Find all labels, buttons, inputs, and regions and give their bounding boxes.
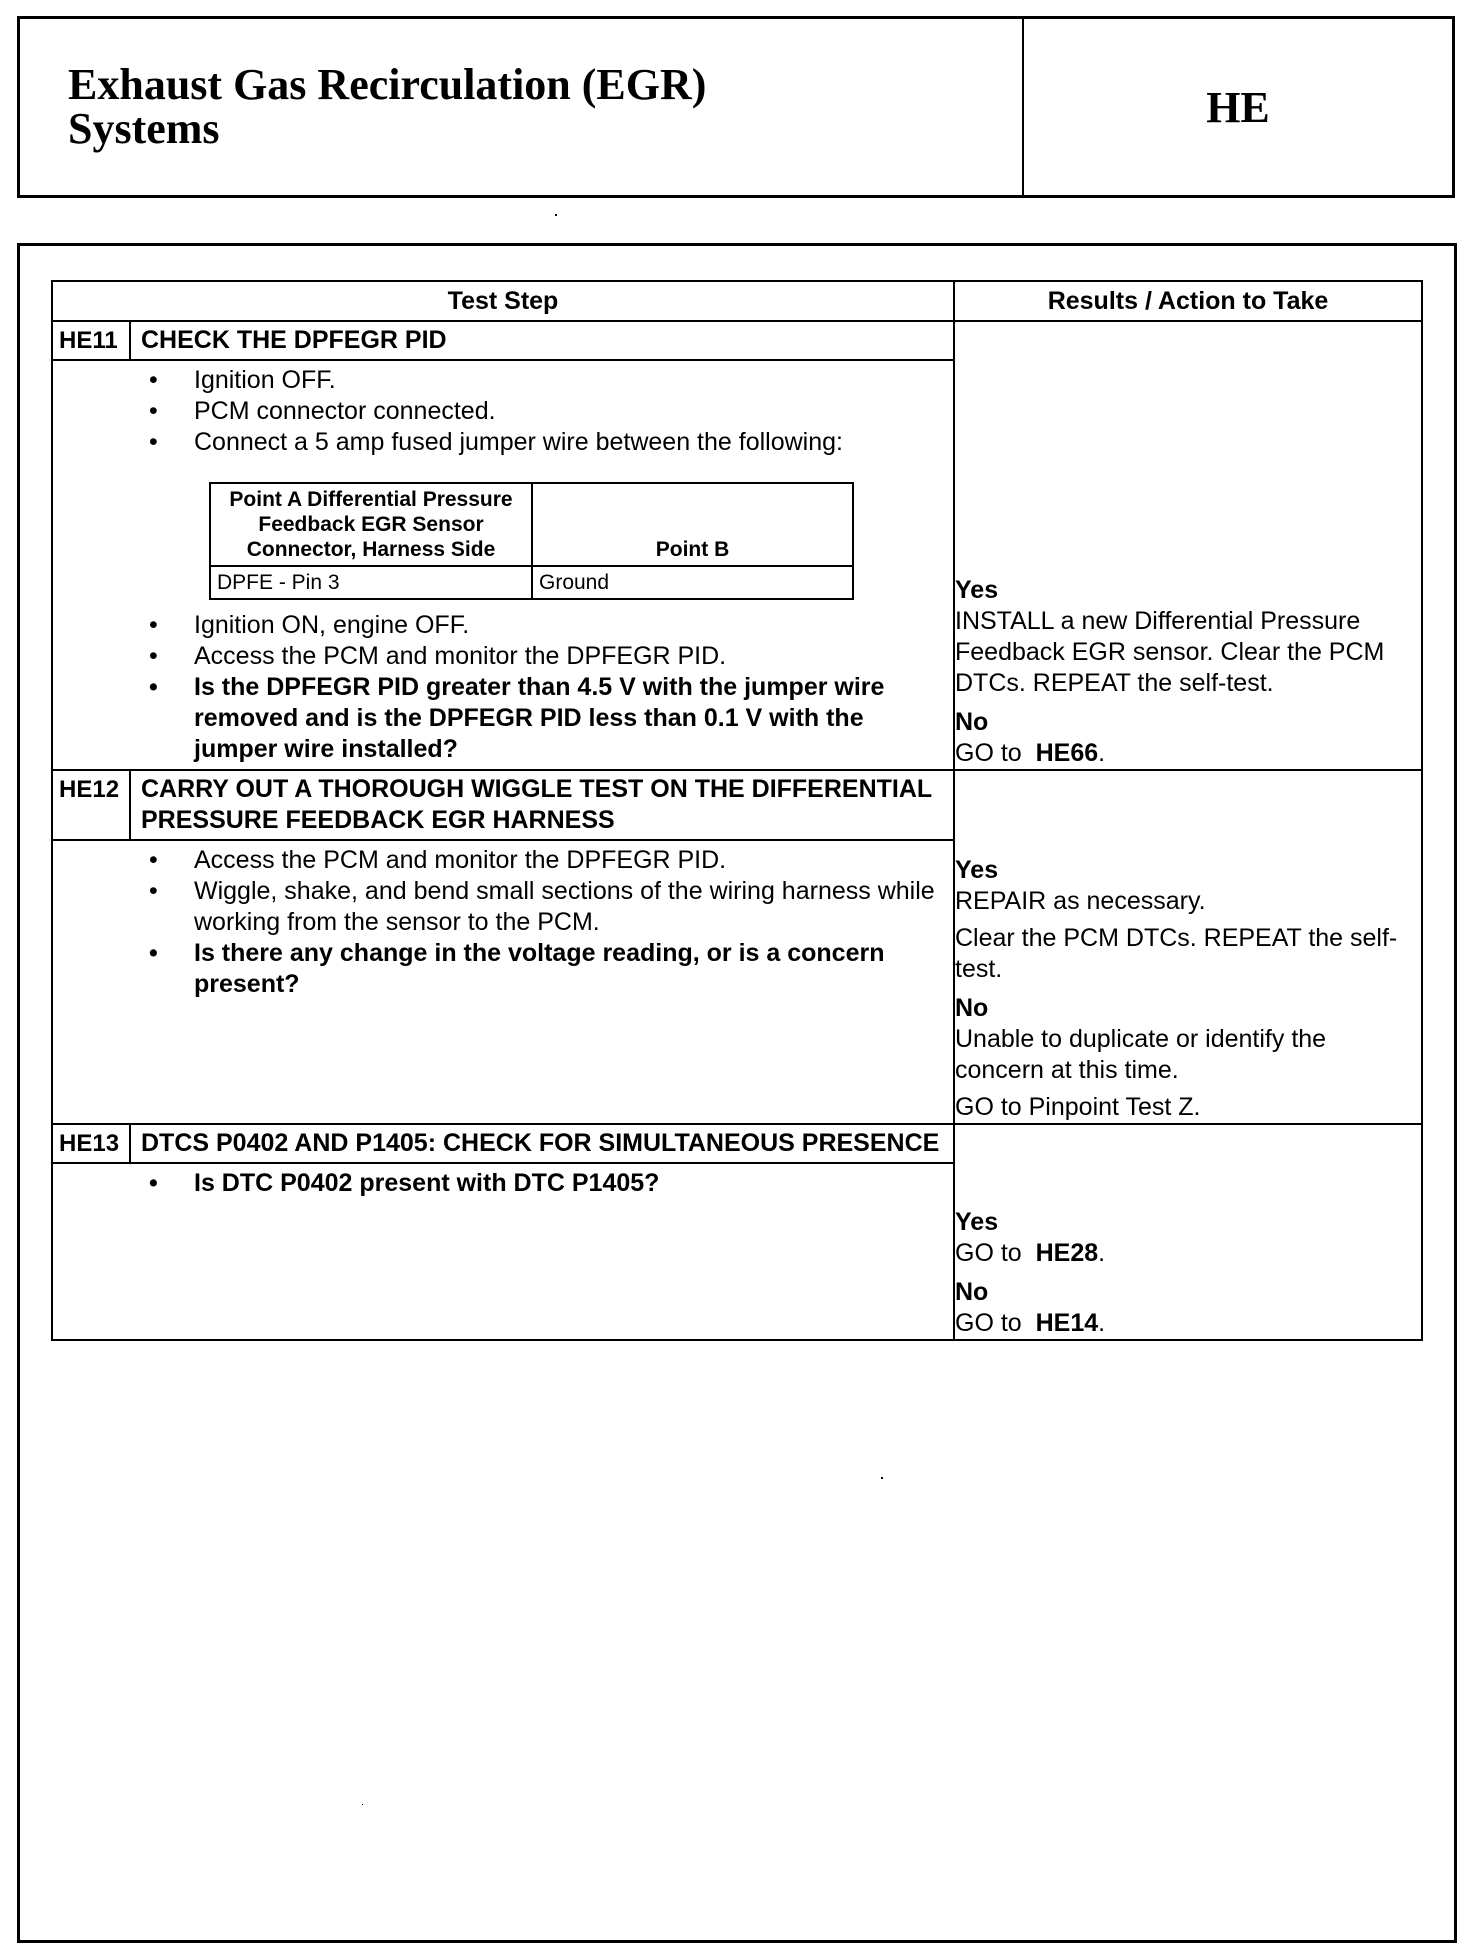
page-title-line-1: Exhaust Gas Recirculation (EGR) bbox=[68, 60, 707, 109]
jumper-point-b-value: Ground bbox=[532, 566, 853, 599]
result-no-action bbox=[955, 1308, 1421, 1339]
step-bullet: • Ignition OFF. bbox=[149, 365, 943, 396]
result-no-label: No bbox=[955, 708, 989, 736]
step-bullet: • Ignition ON, engine OFF. bbox=[149, 610, 943, 641]
result-yes-text: INSTALL a new Differential Pressure Feedback EGR sensor. Clear the PCM DTCs. REPEAT the self-test. bbox=[955, 607, 1385, 697]
result-yes-text: Clear the PCM DTCs. REPEAT the self-test. bbox=[955, 924, 1398, 983]
table-row bbox=[52, 770, 1422, 1124]
result-yes-label: Yes bbox=[955, 576, 999, 604]
step-bullet-list bbox=[149, 1168, 943, 1199]
column-header-test-step: Test Step bbox=[52, 281, 954, 321]
result-no-label: No bbox=[955, 994, 989, 1022]
step-id: HE13 bbox=[53, 1125, 131, 1162]
scan-speck bbox=[555, 214, 557, 216]
result-no-label: No bbox=[955, 1278, 989, 1306]
step-title: CARRY OUT A THOROUGH WIGGLE TEST ON THE DIFFERENTIAL PRESSURE FEEDBACK EGR HARNESS bbox=[141, 775, 932, 834]
test-step-cell-he12 bbox=[52, 770, 954, 1124]
table-row bbox=[52, 1124, 1422, 1340]
jumper-table-row bbox=[210, 566, 853, 599]
result-yes-label: Yes bbox=[955, 856, 999, 884]
step-question: • Is the DPFEGR PID greater than 4.5 V with the jumper wire removed and is the DPFEGR PID less than 0.1 V with the jumper wire installed? bbox=[149, 672, 943, 765]
step-id: HE11 bbox=[53, 322, 131, 359]
step-question: • Is there any change in the voltage reading, or is a concern present? bbox=[149, 938, 943, 1000]
result-yes bbox=[955, 575, 1421, 699]
step-question: • Is DTC P0402 present with DTC P1405? bbox=[149, 1168, 943, 1199]
result-yes bbox=[955, 855, 1421, 985]
jumper-connection-table bbox=[209, 482, 854, 600]
result-no bbox=[955, 1277, 1421, 1339]
step-body bbox=[53, 1164, 953, 1203]
result-yes bbox=[955, 1207, 1421, 1269]
result-no-text: Unable to duplicate or identify the concern at this time. bbox=[955, 1025, 1327, 1084]
result-yes-text: REPAIR as necessary. bbox=[955, 887, 1206, 915]
goto-suffix: . bbox=[1098, 1309, 1106, 1337]
goto-step-link[interactable]: HE14 bbox=[1035, 1309, 1099, 1337]
page-header bbox=[17, 16, 1455, 198]
step-heading bbox=[53, 771, 953, 841]
table-row bbox=[52, 321, 1422, 770]
step-heading bbox=[53, 1125, 953, 1164]
scan-speck bbox=[881, 1477, 883, 1479]
result-no-action bbox=[955, 738, 1421, 769]
goto-prefix: GO to bbox=[955, 1239, 1022, 1267]
goto-prefix: GO to bbox=[955, 1309, 1022, 1337]
result-no-action[interactable]: GO to Pinpoint Test Z. bbox=[955, 1093, 1201, 1121]
step-title: CHECK THE DPFEGR PID bbox=[141, 326, 447, 354]
step-bullet: • PCM connector connected. bbox=[149, 396, 943, 427]
jumper-table-header-row bbox=[210, 483, 853, 566]
table-header-row bbox=[52, 281, 1422, 321]
page-title bbox=[68, 60, 707, 153]
result-cell-he11 bbox=[954, 321, 1422, 770]
scan-speck bbox=[362, 1804, 363, 1805]
jumper-point-a-value: DPFE - Pin 3 bbox=[210, 566, 532, 599]
column-header-results: Results / Action to Take bbox=[954, 281, 1422, 321]
section-code: HE bbox=[1206, 82, 1270, 132]
step-id: HE12 bbox=[53, 771, 131, 839]
test-step-cell-he13 bbox=[52, 1124, 954, 1340]
step-bullet: • Access the PCM and monitor the DPFEGR PID. bbox=[149, 641, 943, 672]
jumper-header-point-b: Point B bbox=[532, 483, 853, 566]
result-cell-he12 bbox=[954, 770, 1422, 1124]
pinpoint-test-table bbox=[51, 280, 1423, 1341]
result-yes-label: Yes bbox=[955, 1208, 999, 1236]
step-bullet-list bbox=[149, 365, 943, 458]
result-yes-action bbox=[955, 1238, 1421, 1269]
step-heading bbox=[53, 322, 953, 361]
step-bullet-list bbox=[149, 610, 943, 765]
result-cell-he13 bbox=[954, 1124, 1422, 1340]
step-bullet: • Wiggle, shake, and bend small sections of the wiring harness while working from the sensor to the PCM. bbox=[149, 876, 943, 938]
step-bullet: • Access the PCM and monitor the DPFEGR PID. bbox=[149, 845, 943, 876]
goto-suffix: . bbox=[1098, 1239, 1106, 1267]
result-no bbox=[955, 707, 1421, 769]
goto-suffix: . bbox=[1098, 739, 1106, 767]
step-bullet-list bbox=[149, 845, 943, 1000]
goto-step-link[interactable]: HE66 bbox=[1035, 739, 1099, 767]
header-title-cell bbox=[20, 19, 1024, 195]
test-step-cell-he11 bbox=[52, 321, 954, 770]
jumper-header-point-a: Point A Differential Pressure Feedback EGR Sensor Connector, Harness Side bbox=[210, 483, 532, 566]
step-bullet: • Connect a 5 amp fused jumper wire between the following: bbox=[149, 427, 943, 458]
step-body bbox=[53, 841, 953, 1004]
page-title-line-2: Systems bbox=[68, 104, 220, 153]
section-code-cell bbox=[1024, 19, 1452, 195]
goto-prefix: GO to bbox=[955, 739, 1022, 767]
step-title: DTCS P0402 AND P1405: CHECK FOR SIMULTANEOUS PRESENCE bbox=[141, 1129, 940, 1157]
step-body bbox=[53, 361, 953, 769]
goto-step-link[interactable]: HE28 bbox=[1035, 1239, 1099, 1267]
result-no bbox=[955, 993, 1421, 1123]
